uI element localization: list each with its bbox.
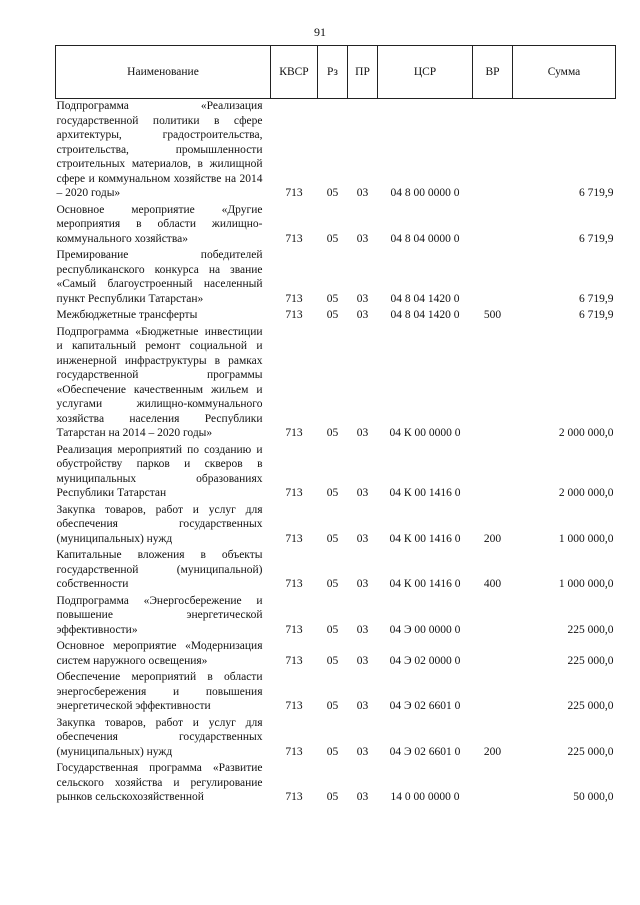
cell-pr: 03	[356, 623, 369, 636]
table-row	[56, 759, 616, 805]
cell-vr: 200	[483, 745, 502, 758]
table-row	[56, 99, 616, 201]
cell-vr: 500	[483, 309, 502, 321]
cell-sum: 225 000,0	[567, 700, 614, 712]
table-row	[56, 323, 616, 441]
cell-kvsr: 713	[285, 745, 303, 758]
table-row	[56, 546, 616, 592]
cell-csr: 04 К 00 0000 0	[389, 427, 461, 439]
cell-sum: 6 719,9	[579, 292, 614, 305]
cell-csr: 14 0 00 0000 0	[390, 791, 460, 803]
cell-name: Основное мероприятие «Модернизация систем наружного освещения»	[56, 640, 263, 667]
cell-kvsr: 713	[285, 700, 303, 712]
table-row	[56, 714, 616, 760]
cell-sum: 1 000 000,0	[558, 532, 614, 545]
cell-pr: 03	[356, 292, 369, 305]
cell-csr: 04 8 04 0000 0	[390, 232, 460, 245]
cell-name: Премирование победителей республиканского конкурса на звание «Самый благоустроенный населенный пункт Республики Татарстан»	[56, 249, 263, 305]
cell-rz: 05	[326, 292, 339, 305]
cell-csr: 04 Э 02 0000 0	[389, 654, 461, 667]
table-header-row	[56, 46, 616, 99]
cell-name: Государственная программа «Развитие сельского хозяйства и регулирование рынков сельскохозяйственной	[56, 762, 263, 803]
cell-pr: 03	[356, 532, 369, 545]
cell-pr: 03	[356, 427, 369, 439]
cell-rz: 05	[326, 187, 339, 199]
cell-name: Подпрограмма «Бюджетные инвестиции и капитальный ремонт социальной и инженерной инфраструктуры в рамках государственной программы «Обеспечение качественным жильем и услугами жилищно-коммунального хозяйства населения Республики Татарстан на 2014 – 2020 годы»	[56, 325, 263, 439]
cell-rz: 05	[326, 623, 339, 636]
cell-kvsr: 713	[285, 232, 303, 245]
cell-kvsr: 713	[285, 187, 303, 199]
cell-pr: 03	[356, 700, 369, 712]
cell-vr	[473, 323, 513, 441]
cell-name: Межбюджетные трансферты	[56, 309, 198, 321]
cell-pr: 03	[356, 187, 369, 199]
cell-name: Закупка товаров, работ и услуг для обеспечения государственных (муниципальных) нужд	[56, 503, 263, 545]
cell-kvsr: 713	[285, 427, 303, 439]
cell-name: Подпрограмма «Реализация государственной политики в сфере архитектуры, градостроительства, строительства, промышленности строительных материалов, в жилищной сфере и коммунальном хозяйстве на 2014 – 2020 годы»	[56, 100, 263, 199]
cell-rz: 05	[326, 232, 339, 245]
cell-pr: 03	[356, 654, 369, 667]
cell-csr: 04 Э 02 6601 0	[389, 700, 461, 712]
cell-kvsr: 713	[285, 532, 303, 545]
table-row	[56, 201, 616, 247]
cell-kvsr: 713	[285, 654, 303, 667]
cell-rz: 05	[326, 532, 339, 545]
cell-sum: 6 719,9	[579, 187, 614, 199]
cell-vr	[473, 637, 513, 668]
cell-name: Реализация мероприятий по созданию и обустройству парков и скверов в муниципальных образованиях Республики Татарстан	[56, 443, 263, 499]
cell-vr	[473, 441, 513, 501]
cell-pr: 03	[356, 232, 369, 245]
cell-vr	[473, 201, 513, 247]
cell-name: Обеспечение мероприятий в области энергосбережения и повышения энергетической эффективности	[56, 671, 263, 712]
cell-name: Капитальные вложения в объекты государственной (муниципальной) собственности	[56, 549, 263, 590]
header-csr: ЦСР	[378, 46, 473, 99]
cell-csr: 04 Э 02 6601 0	[389, 745, 461, 758]
cell-sum: 50 000,0	[573, 791, 614, 803]
cell-vr	[473, 246, 513, 306]
cell-csr: 04 К 00 1416 0	[389, 487, 461, 499]
header-sum: Сумма	[513, 46, 616, 99]
cell-csr: 04 К 00 1416 0	[389, 578, 461, 590]
table-body	[56, 99, 616, 805]
cell-vr	[473, 668, 513, 714]
header-name: Наименование	[56, 46, 271, 99]
cell-rz: 05	[326, 654, 339, 667]
cell-csr: 04 8 00 0000 0	[390, 187, 460, 199]
cell-name: Закупка товаров, работ и услуг для обеспечения государственных (муниципальных) нужд	[56, 716, 263, 758]
cell-pr: 03	[356, 309, 369, 321]
cell-sum: 6 719,9	[579, 232, 614, 245]
cell-sum: 225 000,0	[567, 623, 614, 636]
table-row	[56, 306, 616, 323]
cell-vr: 200	[483, 532, 502, 545]
cell-name: Основное мероприятие «Другие мероприятия в области жилищно-коммунального хозяйства»	[56, 203, 263, 245]
cell-rz: 05	[326, 791, 339, 803]
header-pr: ПР	[348, 46, 378, 99]
cell-csr: 04 8 04 1420 0	[390, 309, 460, 321]
cell-vr	[473, 759, 513, 805]
cell-kvsr: 713	[285, 791, 303, 803]
table-row	[56, 501, 616, 547]
cell-vr	[473, 592, 513, 638]
cell-kvsr: 713	[285, 292, 303, 305]
header-rz: Рз	[318, 46, 348, 99]
cell-kvsr: 713	[285, 487, 303, 499]
cell-rz: 05	[326, 487, 339, 499]
cell-csr: 04 К 00 1416 0	[389, 532, 461, 545]
cell-rz: 05	[326, 700, 339, 712]
header-vr: ВР	[473, 46, 513, 99]
cell-vr: 400	[483, 578, 502, 590]
cell-csr: 04 8 04 1420 0	[390, 292, 460, 305]
cell-vr	[473, 99, 513, 201]
table-row	[56, 441, 616, 501]
cell-sum: 225 000,0	[567, 654, 614, 667]
cell-pr: 03	[356, 791, 369, 803]
page-number: 91	[314, 25, 326, 39]
table-row	[56, 246, 616, 306]
table-row	[56, 668, 616, 714]
cell-sum: 2 000 000,0	[558, 487, 614, 499]
table-row	[56, 637, 616, 668]
cell-pr: 03	[356, 578, 369, 590]
cell-kvsr: 713	[285, 578, 303, 590]
header-kvsr: КВСР	[271, 46, 318, 99]
cell-sum: 2 000 000,0	[558, 427, 614, 439]
budget-table	[55, 45, 616, 805]
cell-kvsr: 713	[285, 309, 303, 321]
cell-rz: 05	[326, 745, 339, 758]
cell-kvsr: 713	[285, 623, 303, 636]
cell-rz: 05	[326, 309, 339, 321]
cell-name: Подпрограмма «Энергосбережение и повышение энергетической эффективности»	[56, 594, 263, 636]
cell-sum: 6 719,9	[579, 309, 614, 321]
cell-pr: 03	[356, 745, 369, 758]
cell-pr: 03	[356, 487, 369, 499]
cell-sum: 1 000 000,0	[558, 578, 614, 590]
cell-rz: 05	[326, 427, 339, 439]
cell-sum: 225 000,0	[567, 745, 614, 758]
cell-rz: 05	[326, 578, 339, 590]
cell-csr: 04 Э 00 0000 0	[389, 623, 461, 636]
table-row	[56, 592, 616, 638]
